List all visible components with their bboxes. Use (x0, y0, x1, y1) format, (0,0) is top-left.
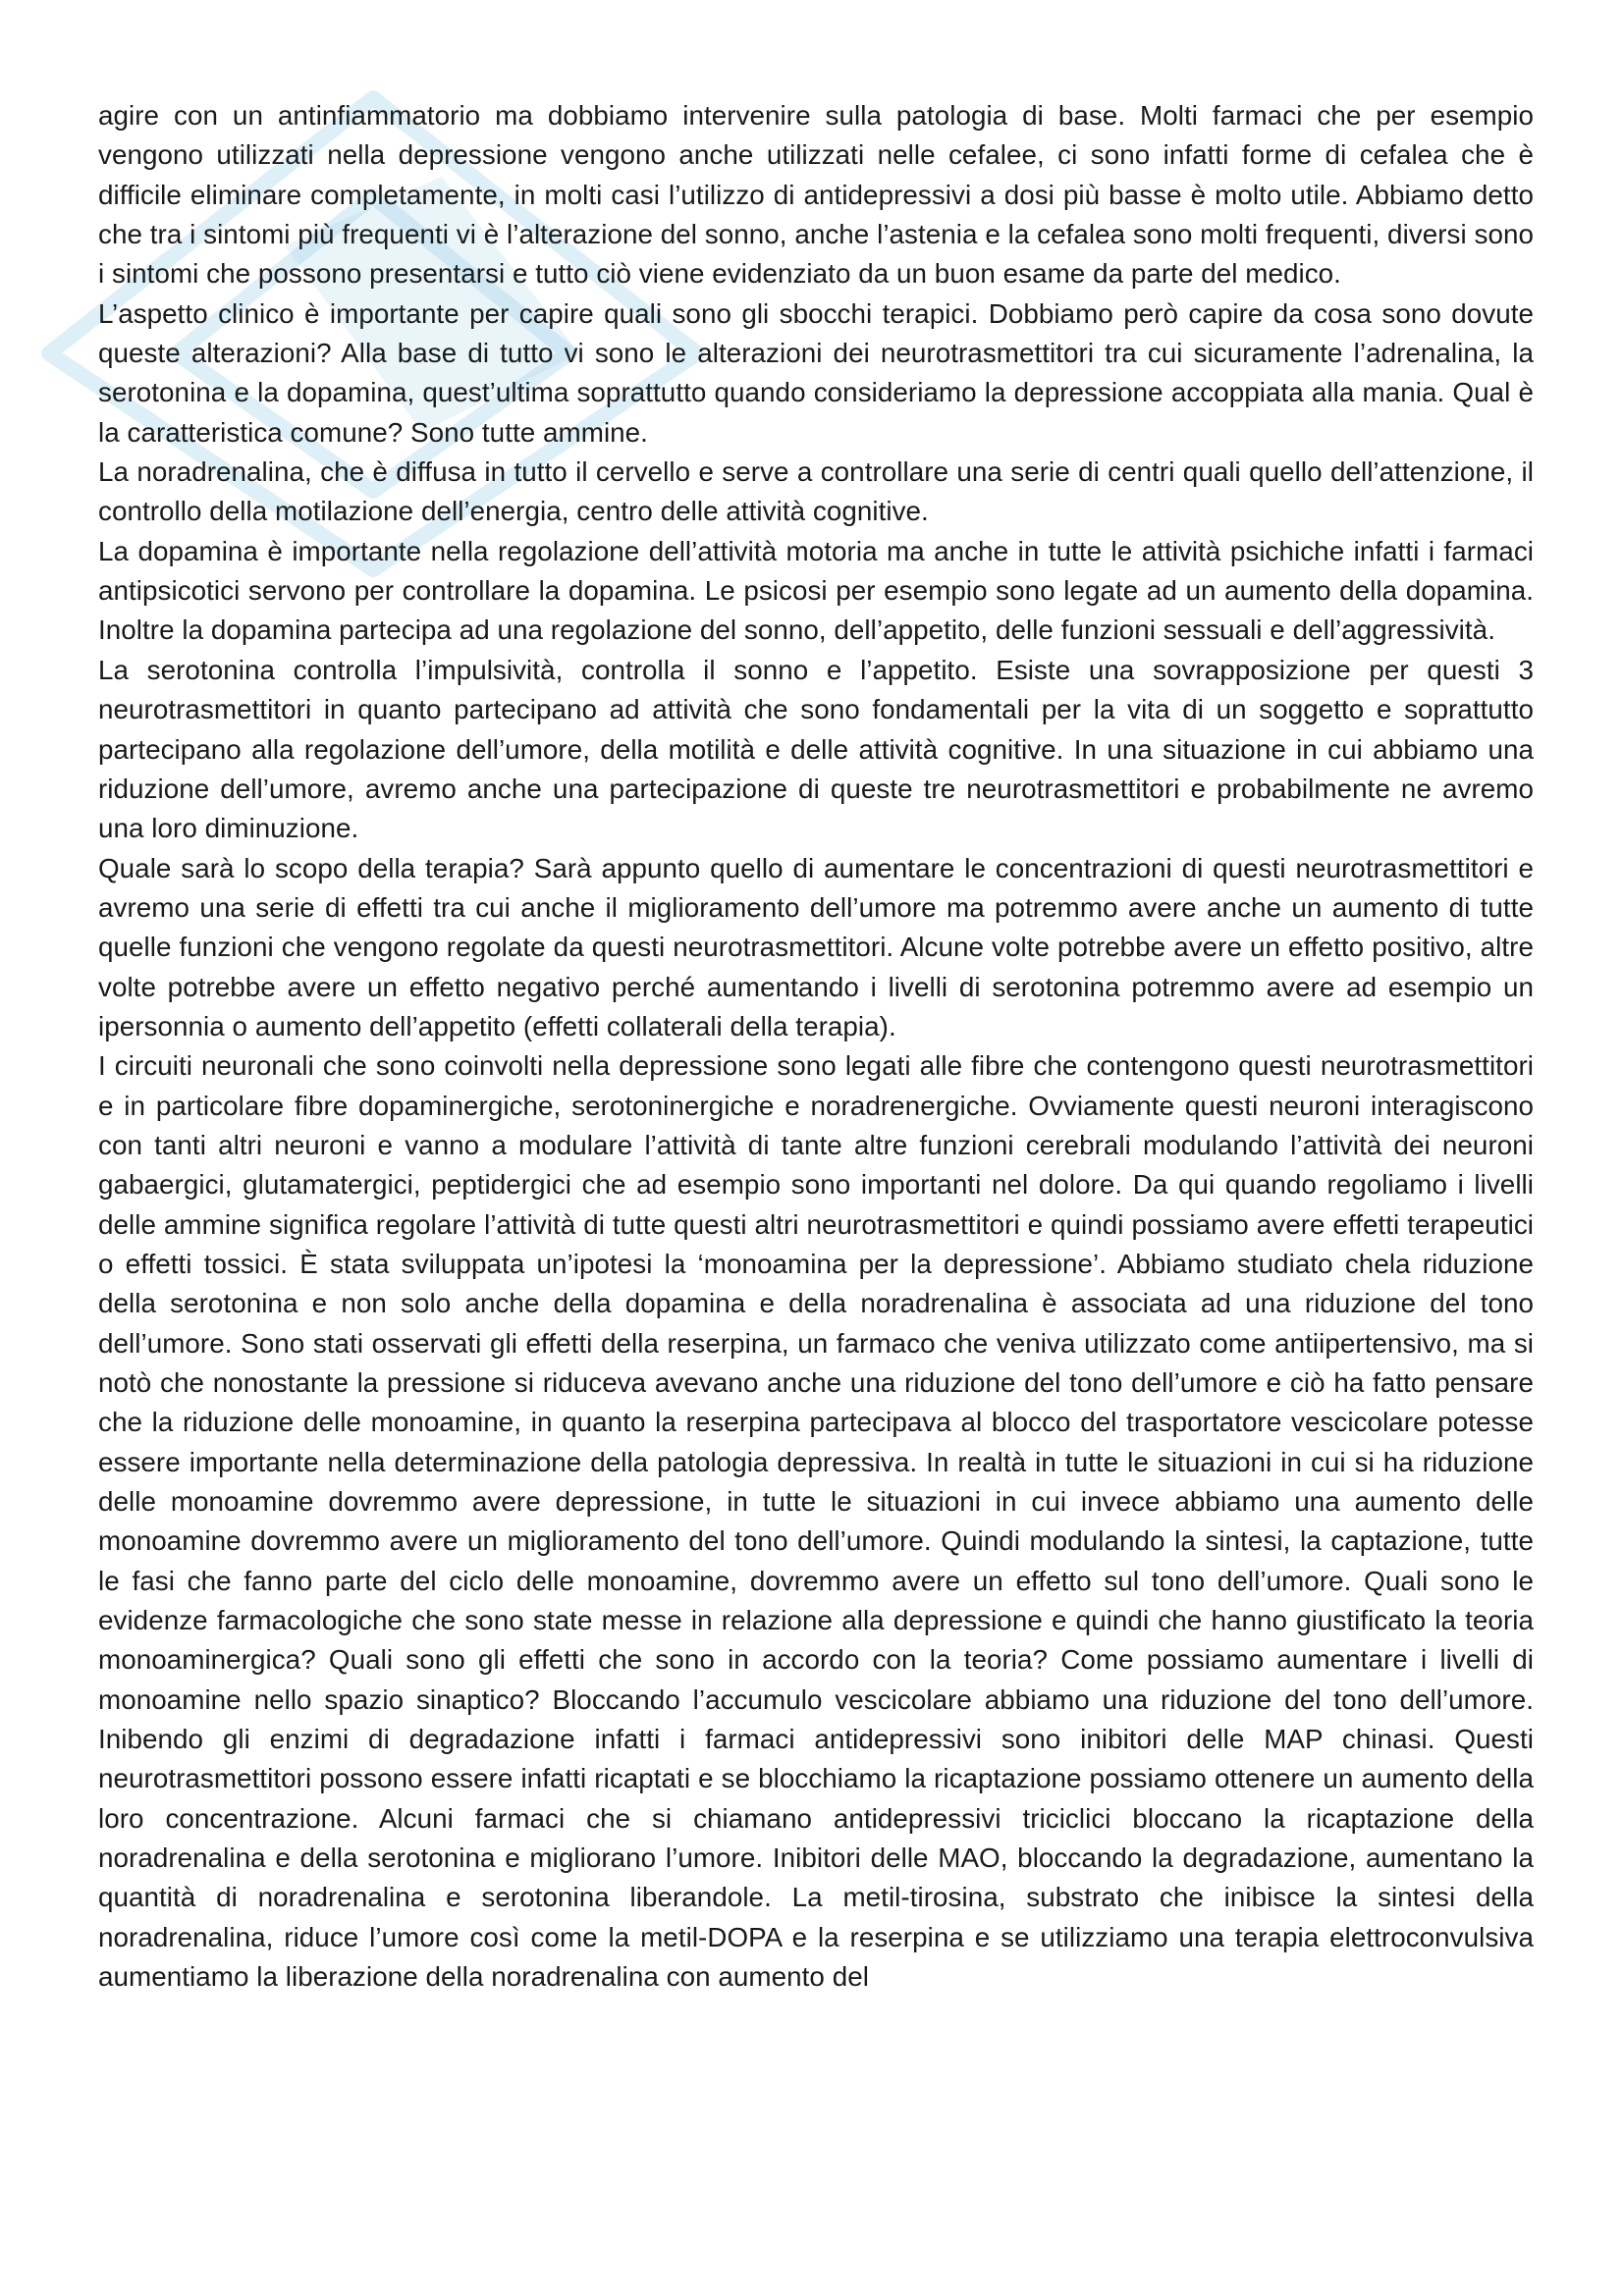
paragraph: La serotonina controlla l’impulsività, controlla il sonno e l’appetito. Esiste una sovrapposizione per questi 3 neurotrasmettitori in quanto partecipano ad attività che sono fondamentali per la vita di un soggetto e soprattutto partecipano alla regolazione dell’umore, della motilità e delle attività cognitive. In una situazione in cui abbiamo una riduzione dell’umore, avremo anche una partecipazione di queste tre neurotrasmettitori e probabilmente ne avremo una loro diminuzione. (98, 654, 1534, 844)
document-page (98, 96, 1534, 1998)
paragraph: I circuiti neuronali che sono coinvolti nella depressione sono legati alle fibre che contengono questi neurotrasmettitori e in particolare fibre dopaminergiche, serotoninergiche e noradrenergiche. Ovviamente questi neuroni interagiscono con tanti altri neuroni e vanno a modulare l’attività di tante altre funzioni cerebrali modulando l’attività dei neuroni gabaergici, glutamatergici, peptidergici che ad esempio sono importanti nel dolore. Da qui quando regoliamo i livelli delle ammine significa regolare l’attività di tutte questi altri neurotrasmettitori e quindi possiamo avere effetti terapeutici o effetti tossici. È stata sviluppata un’ipotesi la ‘monoamina per la depressione’. Abbiamo studiato chela riduzione della serotonina e non solo anche della dopamina e della noradrenalina è associata ad una riduzione del tono dell’umore. Sono stati osservati gli effetti della reserpina, un farmaco che veniva utilizzato come antiipertensivo, ma si notò che nonostante la pressione si riduceva avevano anche una riduzione del tono dell’umore e ciò ha fatto pensare che la riduzione delle monoamine, in quanto la reserpina partecipava al blocco del trasportatore vescicolare potesse essere importante nella determinazione della patologia depressiva. In realtà in tutte le situazioni in cui si ha riduzione delle monoamine dovremmo avere depressione, in tutte le situazioni in cui invece abbiamo una aumento delle monoamine dovremmo avere un miglioramento del tono dell’umore. Quindi modulando la sintesi, la captazione, tutte le fasi che fanno parte del ciclo delle monoamine, dovremmo avere un effetto sul tono dell’umore. Quali sono le evidenze farmacologiche che sono state messe in relazione alla depressione e quindi che hanno giustificato la teoria monoaminergica? Quali sono gli effetti che sono in accordo con la teoria? Come possiamo aumentare i livelli di monoamine nello spazio sinaptico? Bloccando l’accumulo vescicolare abbiamo una riduzione del tono dell’umore. Inibendo gli enzimi di degradazione infatti i farmaci antidepressivi sono inibitori delle MAP chinasi. Questi neurotrasmettitori possono essere infatti ricaptati e se blocchiamo la ricaptazione possiamo ottenere un aumento della loro concentrazione. Alcuni farmaci che si chiamano antidepressivi triciclici bloccano la ricaptazione della noradrenalina e della serotonina e migliorano l’umore. Inibitori delle MAO, bloccando la degradazione, aumentano la quantità di noradrenalina e serotonina liberandole. La metil-tirosina, substrato che inibisce la sintesi della noradrenalina, riduce l’umore così come la metil-DOPA e la reserpina e se utilizziamo una terapia elettroconvulsiva aumentiamo la liberazione della noradrenalina con aumento del (98, 1050, 1534, 1993)
paragraph: Quale sarà lo scopo della terapia? Sarà appunto quello di aumentare le concentrazioni di questi neurotrasmettitori e avremo una serie di effetti tra cui anche il miglioramento dell’umore ma potremmo avere anche un aumento di tutte quelle funzioni che vengono regolate da questi neurotrasmettitori. Alcune volte potrebbe avere un effetto positivo, altre volte potrebbe avere un effetto negativo perché aumentando i livelli di serotonina potremmo avere ad esempio un ipersonnia o aumento dell’appetito (effetti collaterali della terapia). (98, 852, 1534, 1041)
paragraph: L’aspetto clinico è importante per capire quali sono gli sbocchi terapici. Dobbiamo però capire da cosa sono dovute queste alterazioni? Alla base di tutto vi sono le alterazioni dei neurotrasmettitori tra cui sicuramente l’adrenalina, la serotonina e la dopamina, quest’ultima soprattutto quando consideriamo la depressione accoppiata alla mania. Qual è la caratteristica comune? Sono tutte ammine. (98, 297, 1534, 448)
paragraph: agire con un antinfiammatorio ma dobbiamo intervenire sulla patologia di base. Molti farmaci che per esempio vengono utilizzati nella depressione vengono anche utilizzati nelle cefalee, ci sono infatti forme di cefalea che è difficile eliminare completamente, in molti casi l’utilizzo di antidepressivi a dosi più basse è molto utile. Abbiamo detto che tra i sintomi più frequenti vi è l’alterazione del sonno, anche l’astenia e la cefalea sono molti frequenti, diversi sono i sintomi che possono presentarsi e tutto ciò viene evidenziato da un buon esame da parte del medico. (98, 100, 1534, 290)
paragraph: La dopamina è importante nella regolazione dell’attività motoria ma anche in tutte le attività psichiche infatti i farmaci antipsicotici servono per controllare la dopamina. Le psicosi per esempio sono legate ad un aumento della dopamina. Inoltre la dopamina partecipa ad una regolazione del sonno, dell’appetito, delle funzioni sessuali e dell’aggressività. (98, 535, 1534, 646)
paragraph: La noradrenalina, che è diffusa in tutto il cervello e serve a controllare una serie di centri quali quello dell’attenzione, il controllo della motilazione dell’energia, centro delle attività cognitive. (98, 456, 1534, 527)
